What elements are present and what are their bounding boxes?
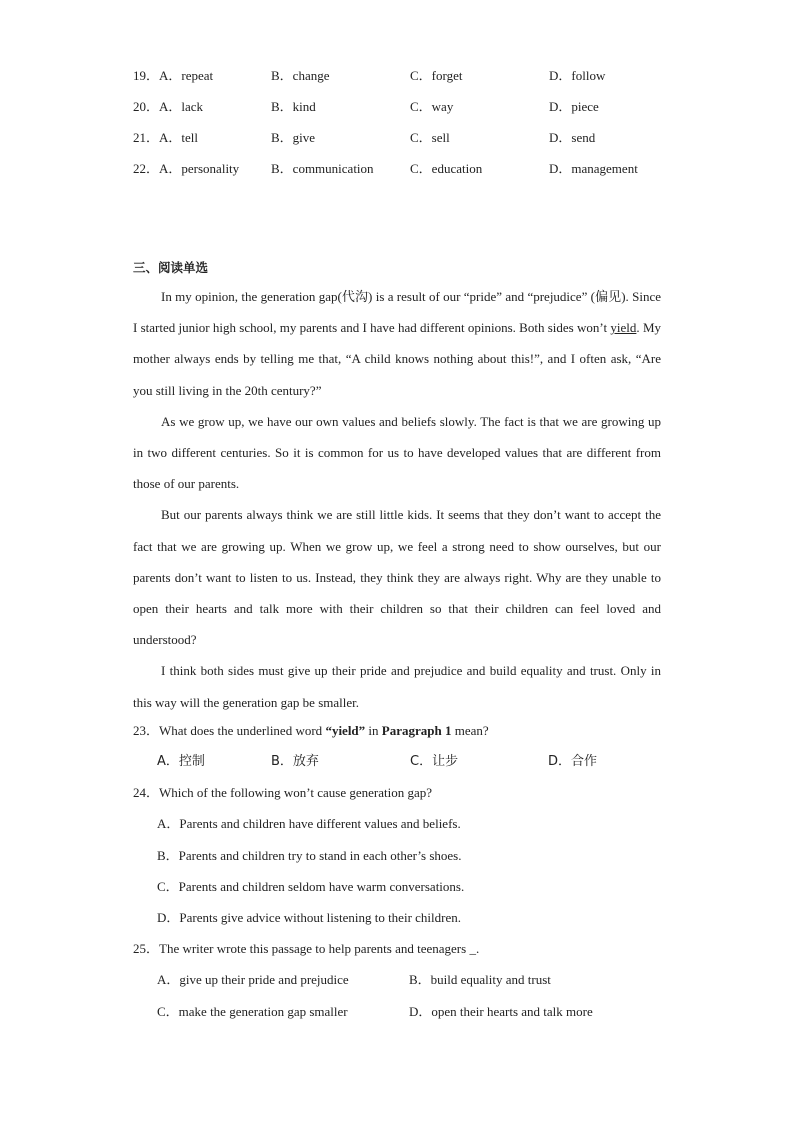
q19-option-d: D．follow (549, 68, 606, 83)
q24-option-c: C．Parents and children seldom have warm conversations. (157, 879, 465, 894)
q24-option-d: D．Parents give advice without listening to their children. (157, 910, 461, 925)
passage-paragraph-2: As we grow up, we have our own values and beliefs slowly. The fact is that we are growing up in two different centuries. So it is common for us to have developed values that are different from those of our parents. (133, 413, 661, 492)
q24-option-a: A．Parents and children have different values and beliefs. (157, 816, 461, 831)
q20-option-a: 20．A．lack (133, 99, 204, 114)
q20-option-b: B．kind (271, 99, 316, 114)
question-20-row (133, 97, 693, 117)
reading-passage (133, 281, 661, 718)
q19-option-c: C．forget (410, 68, 463, 83)
q22-option-c: C．education (410, 161, 483, 176)
q25-option-d: D．open their hearts and talk more (409, 1004, 593, 1019)
question-25-stem: 25．The writer wrote this passage to help parents and teenagers _. (133, 941, 480, 956)
q22-option-d: D．management (549, 161, 638, 176)
q23-option-a: A．控制 (157, 754, 205, 769)
question-22-row (133, 159, 693, 179)
section-title: 三、阅读单选 (133, 260, 209, 275)
passage-paragraph-1: In my opinion, the generation gap(代沟) is a result of our “pride” and “prejudice” (偏见). Since I started junior high school, my parents and I have had different opinions. Both sides won’t yield. My mother always ends by telling me that, “A child knows nothing about this!”, and I often ask, “Are you still living in the 20th century?” (133, 289, 662, 398)
q22-option-b: B．communication (271, 161, 374, 176)
question-19-row (133, 66, 693, 86)
q25-option-c: C．make the generation gap smaller (157, 1004, 348, 1019)
q20-option-d: D．piece (549, 99, 599, 114)
q20-option-c: C．way (410, 99, 454, 114)
question-21-row (133, 128, 693, 148)
q21-option-d: D．send (549, 130, 596, 145)
underlined-word-yield: yield (610, 320, 637, 336)
question-24-stem: 24．Which of the following won’t cause generation gap? (133, 785, 433, 800)
q24-option-b: B．Parents and children try to stand in each other’s shoes. (157, 848, 462, 863)
q21-option-a: 21．A．tell (133, 130, 199, 145)
q19-option-b: B．change (271, 68, 330, 83)
q22-option-a: 22．A．personality (133, 161, 240, 176)
passage-paragraph-3: But our parents always think we are still little kids. It seems that they don’t want to accept the fact that we are growing up. When we grow up, we feel a strong need to show ourselves, but our parents don’t want to listen to us. Instead, they think they are always right. Why are they unable to open their hearts and talk more with their children so that their children can feel loved and understood? (133, 507, 661, 648)
passage-paragraph-4: I think both sides must give up their pride and prejudice and build equality and trust. Only in this way will the generation gap be smaller. (133, 663, 661, 710)
q21-option-b: B．give (271, 130, 316, 145)
q21-option-c: C．sell (410, 130, 450, 145)
q23-option-b: B．放弃 (271, 754, 319, 769)
q23-option-c: C．让步 (410, 754, 459, 769)
q19-option-a: 19．A．repeat (133, 68, 214, 83)
q25-option-a: A．give up their pride and prejudice (157, 972, 349, 987)
question-23-stem: 23．What does the underlined word “yield” in Paragraph 1 mean? (133, 723, 489, 738)
q23-option-d: D．合作 (548, 754, 598, 769)
q25-option-b: B．build equality and trust (409, 972, 551, 987)
